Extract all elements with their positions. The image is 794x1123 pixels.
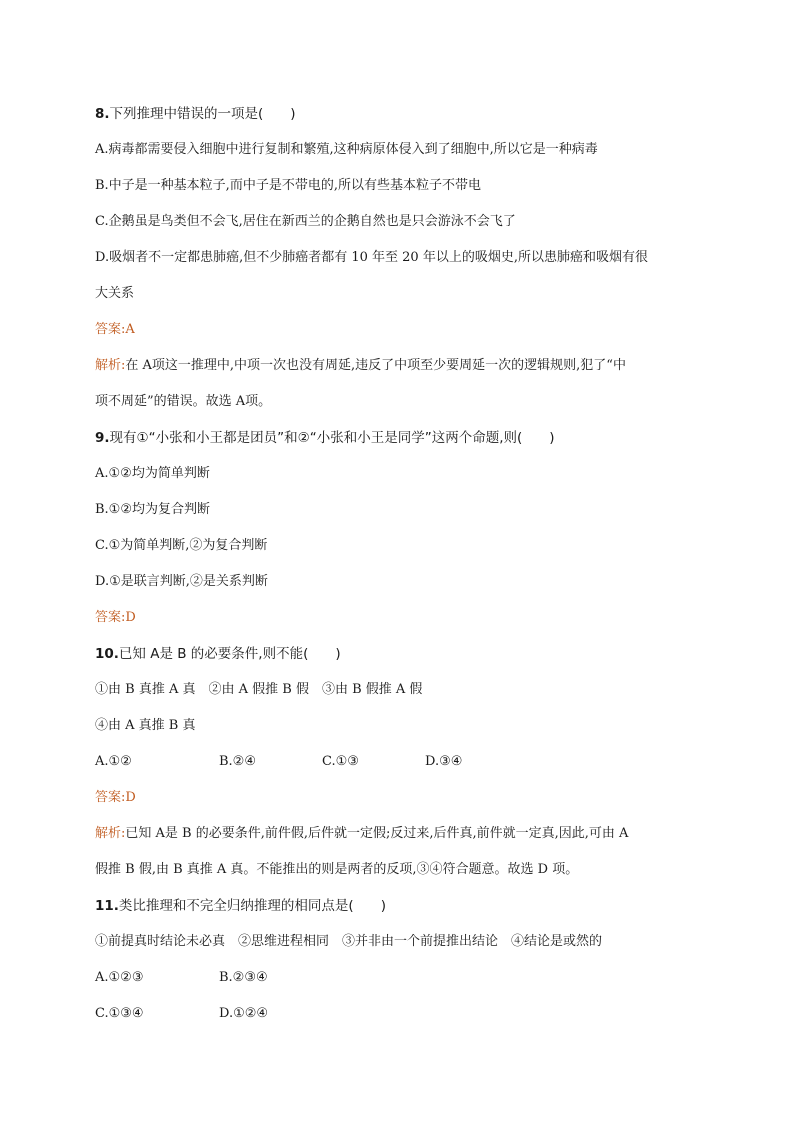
option-line: D.吸烟者不一定都患肺癌,但不少肺癌者都有 10 年至 20 年以上的吸烟史,所以患肺癌和吸烟有很 bbox=[95, 250, 648, 265]
option-b: B.②④ bbox=[219, 754, 256, 769]
option-line: C.①为简单判断,②为复合判断 bbox=[95, 538, 268, 553]
question-number: 11. bbox=[95, 898, 119, 914]
analysis-line: 项不周延”的错误。故选 A项。 bbox=[95, 394, 272, 409]
question-stem: 类比推理和不完全归纳推理的相同点是( ) bbox=[118, 898, 386, 914]
option-c: C.①③④ bbox=[95, 1006, 144, 1021]
analysis-line bbox=[95, 357, 626, 375]
question-8-title bbox=[95, 105, 296, 123]
question-stem: 现有①“小张和小王都是团员”和②“小张和小王是同学”这两个命题,则( ) bbox=[109, 430, 555, 446]
question-9-title bbox=[95, 429, 555, 447]
premise-line: ①前提真时结论未必真 ②思维进程相同 ③并非由一个前提推出结论 ④结论是或然的 bbox=[95, 934, 603, 949]
option-a: A.①② bbox=[95, 754, 132, 769]
question-number: 9. bbox=[95, 430, 110, 446]
question-number: 10. bbox=[95, 646, 119, 662]
analysis-label: 解析: bbox=[95, 358, 126, 373]
answer-line: 答案:D bbox=[95, 610, 136, 625]
question-10-title bbox=[95, 645, 341, 663]
option-line: B.①②均为复合判断 bbox=[95, 502, 210, 517]
premise-line: ④由 A 真推 B 真 bbox=[95, 718, 196, 733]
question-11-title bbox=[95, 897, 386, 915]
answer-line: 答案:A bbox=[95, 322, 135, 337]
question-number: 8. bbox=[95, 106, 110, 122]
option-line: D.①是联言判断,②是关系判断 bbox=[95, 574, 268, 589]
option-c: C.①③ bbox=[322, 754, 359, 769]
option-d: D.③④ bbox=[425, 754, 463, 769]
option-b: B.②③④ bbox=[219, 970, 268, 985]
question-stem: 下列推理中错误的一项是( ) bbox=[109, 106, 296, 122]
analysis-text: 在 A项这一推理中,中项一次也没有周延,违反了中项至少要周延一次的逻辑规则,犯了“中 bbox=[125, 358, 626, 373]
option-line: B.中子是一种基本粒子,而中子是不带电的,所以有些基本粒子不带电 bbox=[95, 178, 481, 193]
option-d: D.①②④ bbox=[219, 1006, 269, 1021]
option-line: A.①②均为简单判断 bbox=[95, 466, 210, 481]
answer-line: 答案:D bbox=[95, 790, 136, 805]
question-stem: 已知 A是 B 的必要条件,则不能( ) bbox=[118, 646, 341, 662]
option-a: A.①②③ bbox=[95, 970, 144, 985]
analysis-line: 假推 B 假,由 B 真推 A 真。不能推出的则是两者的反项,③④符合题意。故选 D 项。 bbox=[95, 862, 579, 877]
option-line: A.病毒都需要侵入细胞中进行复制和繁殖,这种病原体侵入到了细胞中,所以它是一种病毒 bbox=[95, 142, 598, 157]
analysis-text: 已知 A是 B 的必要条件,前件假,后件就一定假;反过来,后件真,前件就一定真,因此,可由 A bbox=[125, 826, 629, 841]
analysis-label: 解析: bbox=[95, 826, 126, 841]
analysis-line bbox=[95, 825, 628, 843]
option-line-continued: 大关系 bbox=[95, 286, 135, 301]
option-line: C.企鹅虽是鸟类但不会飞,居住在新西兰的企鹅自然也是只会游泳不会飞了 bbox=[95, 214, 516, 229]
premise-line: ①由 B 真推 A 真 ②由 A 假推 B 假 ③由 B 假推 A 假 bbox=[95, 682, 423, 697]
